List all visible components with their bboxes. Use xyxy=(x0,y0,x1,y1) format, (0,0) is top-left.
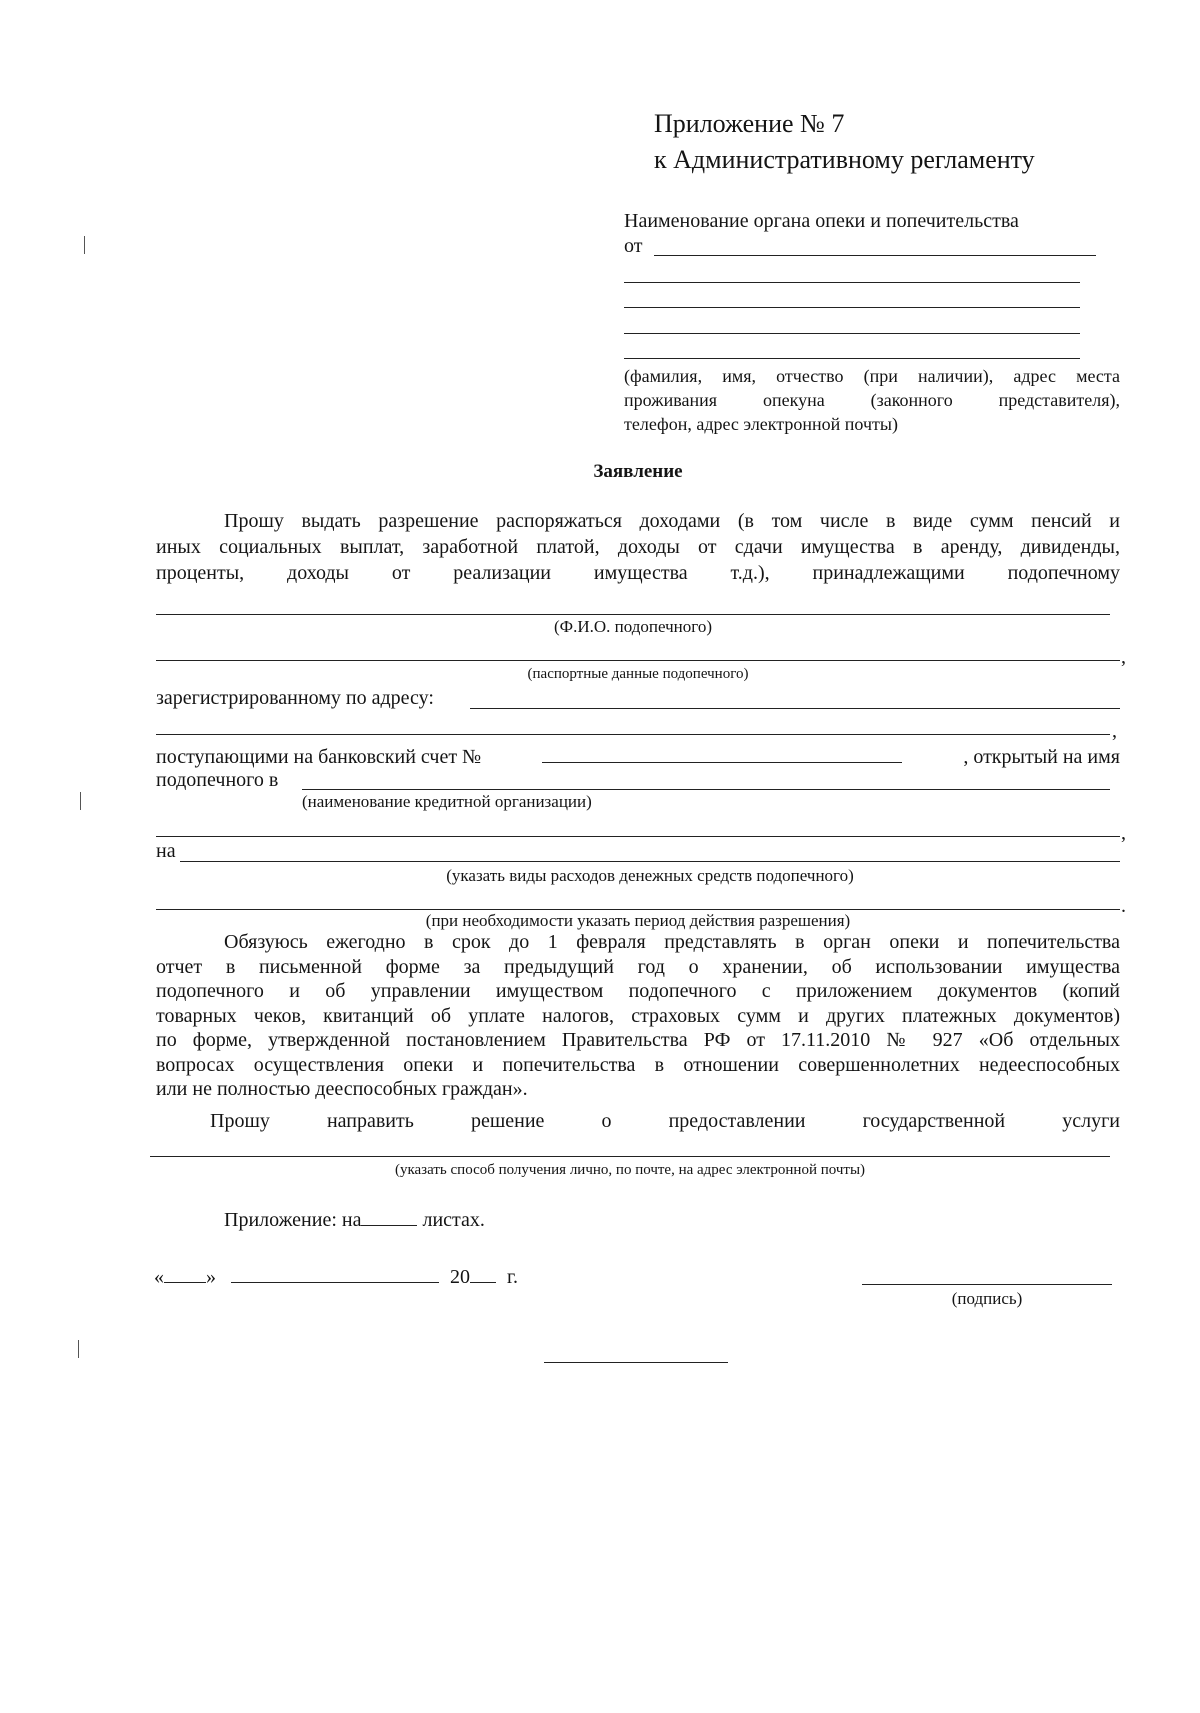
date-row: « » 20 г. xyxy=(154,1262,518,1290)
ward-in-label: подопечного в xyxy=(156,769,279,791)
expenses-field[interactable] xyxy=(180,861,1120,862)
year-field[interactable] xyxy=(470,1262,496,1283)
request-paragraph: Прошу выдать разрешение распоряжаться доходами (в том числе в виде сумм пенсий и иных социальных выплат, заработной платой, доходы от сдачи имущества в аренду, дивиденды, проценты, доходы от реализации имущества т.д.), принадлежащими подопечному xyxy=(156,510,1120,584)
month-field[interactable] xyxy=(231,1262,439,1283)
appendix-reference: к Административному регламенту xyxy=(654,145,1035,174)
delivery-caption: (указать способ получения лично, по почте, на адрес электронной почты) xyxy=(394,1162,866,1178)
bank-account-row: поступающими на банковский счет № , открытый на имя xyxy=(156,742,1120,770)
registered-address-field-2[interactable] xyxy=(156,734,1110,735)
ward-name-caption: (Ф.И.О. подопечного) xyxy=(554,617,712,636)
appendix-number: Приложение № 7 xyxy=(654,109,845,138)
account-number-field[interactable] xyxy=(542,742,902,763)
address-field-line[interactable] xyxy=(624,358,1080,359)
comma: , xyxy=(1121,646,1126,668)
addressee-hint: (фамилия, имя, отчество (при наличии), адрес места проживания опекуна (законного представителя), xyxy=(624,366,1120,410)
registered-address-field[interactable] xyxy=(470,708,1120,709)
ward-name-field[interactable] xyxy=(156,614,1110,615)
credit-org-field[interactable] xyxy=(302,789,1110,790)
margin-mark xyxy=(84,236,85,254)
document-title: Заявление xyxy=(593,461,683,482)
expenses-caption: (указать виды расходов денежных средств подопечного) xyxy=(446,866,854,885)
margin-mark xyxy=(80,792,81,810)
sheet-count-field[interactable] xyxy=(361,1205,417,1226)
obligation-paragraph: Обязуюсь ежегодно в срок до 1 февраля представлять в орган опеки и попечительства отчет в письменной форме за предыдущий год о хранении, об использовании имущества подопечного и об управлении имуществом подопечного с приложением документов (копий товарных чеков, квитанций об уплате налогов, страховых сумм и других платежных документов) по форме, утвержденной постановлением Правительства РФ от 17.11.2010 № 927 «Об отдельных вопросах осуществления опеки и попечительства в отношении совершеннолетних недееспособных или не полностью дееспособных граждан». xyxy=(156,931,1120,1100)
delivery-request: Прошу направить решение о предоставлении государственной услуги xyxy=(210,1110,1120,1132)
closing-separator xyxy=(544,1362,728,1363)
period-caption: (при необходимости указать период действия разрешения) xyxy=(425,911,851,930)
address-field-line[interactable] xyxy=(624,307,1080,308)
from-field[interactable] xyxy=(654,255,1096,256)
credit-org-caption: (наименование кредитной организации) xyxy=(302,792,592,811)
passport-caption: (паспортные данные подопечного) xyxy=(527,666,749,682)
registered-address-label: зарегистрированному по адресу: xyxy=(156,687,434,709)
delivery-method-field[interactable] xyxy=(150,1156,1110,1157)
period-stop: . xyxy=(1121,895,1126,917)
margin-mark xyxy=(78,1340,79,1358)
signature-field[interactable] xyxy=(862,1284,1112,1285)
attachments-row: Приложение: на листах. xyxy=(224,1205,485,1233)
from-label: от xyxy=(624,235,643,257)
on-label: на xyxy=(156,840,176,862)
credit-org-field-2[interactable] xyxy=(156,836,1120,837)
comma: , xyxy=(1112,720,1117,742)
addressee-hint-last: телефон, адрес электронной почты) xyxy=(624,414,898,434)
period-field[interactable] xyxy=(156,909,1120,910)
day-field[interactable] xyxy=(164,1262,206,1283)
comma: , xyxy=(1121,822,1126,844)
address-field-line[interactable] xyxy=(624,282,1080,283)
passport-field[interactable] xyxy=(156,660,1120,661)
signature-caption: (подпись) xyxy=(951,1289,1023,1308)
authority-name: Наименование органа опеки и попечительства xyxy=(624,210,1019,232)
address-field-line[interactable] xyxy=(624,333,1080,334)
